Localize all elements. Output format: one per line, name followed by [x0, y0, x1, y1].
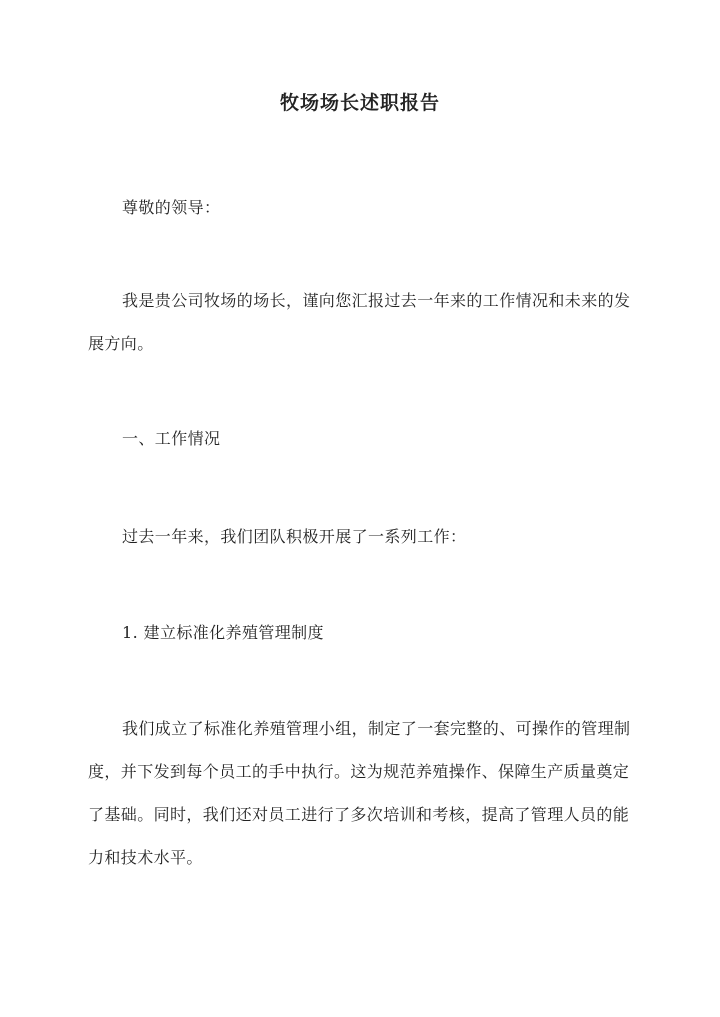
item-heading: 1. 建立标准化养殖管理制度 — [122, 623, 324, 642]
document-title: 牧场场长述职报告 — [279, 92, 440, 114]
summary-paragraph: 过去一年来，我们团队积极开展了一系列工作： — [122, 527, 467, 546]
greeting-paragraph: 尊敬的领导： — [122, 198, 221, 217]
intro-paragraph: 我是贵公司牧场的场长，谨向您汇报过去一年来的工作情况和未来的发展方向。 — [88, 291, 631, 353]
section-heading: 一、工作情况 — [122, 429, 221, 448]
body-paragraph: 我们成立了标准化养殖管理小组，制定了一套完整的、可操作的管理制度，并下发到每个员工的手中执行。这为规范养殖操作、保障生产质量奠定了基础。同时，我们还对员工进行了多次培训和考核，提高了管理人员的能力和技术水平。 — [88, 719, 631, 867]
